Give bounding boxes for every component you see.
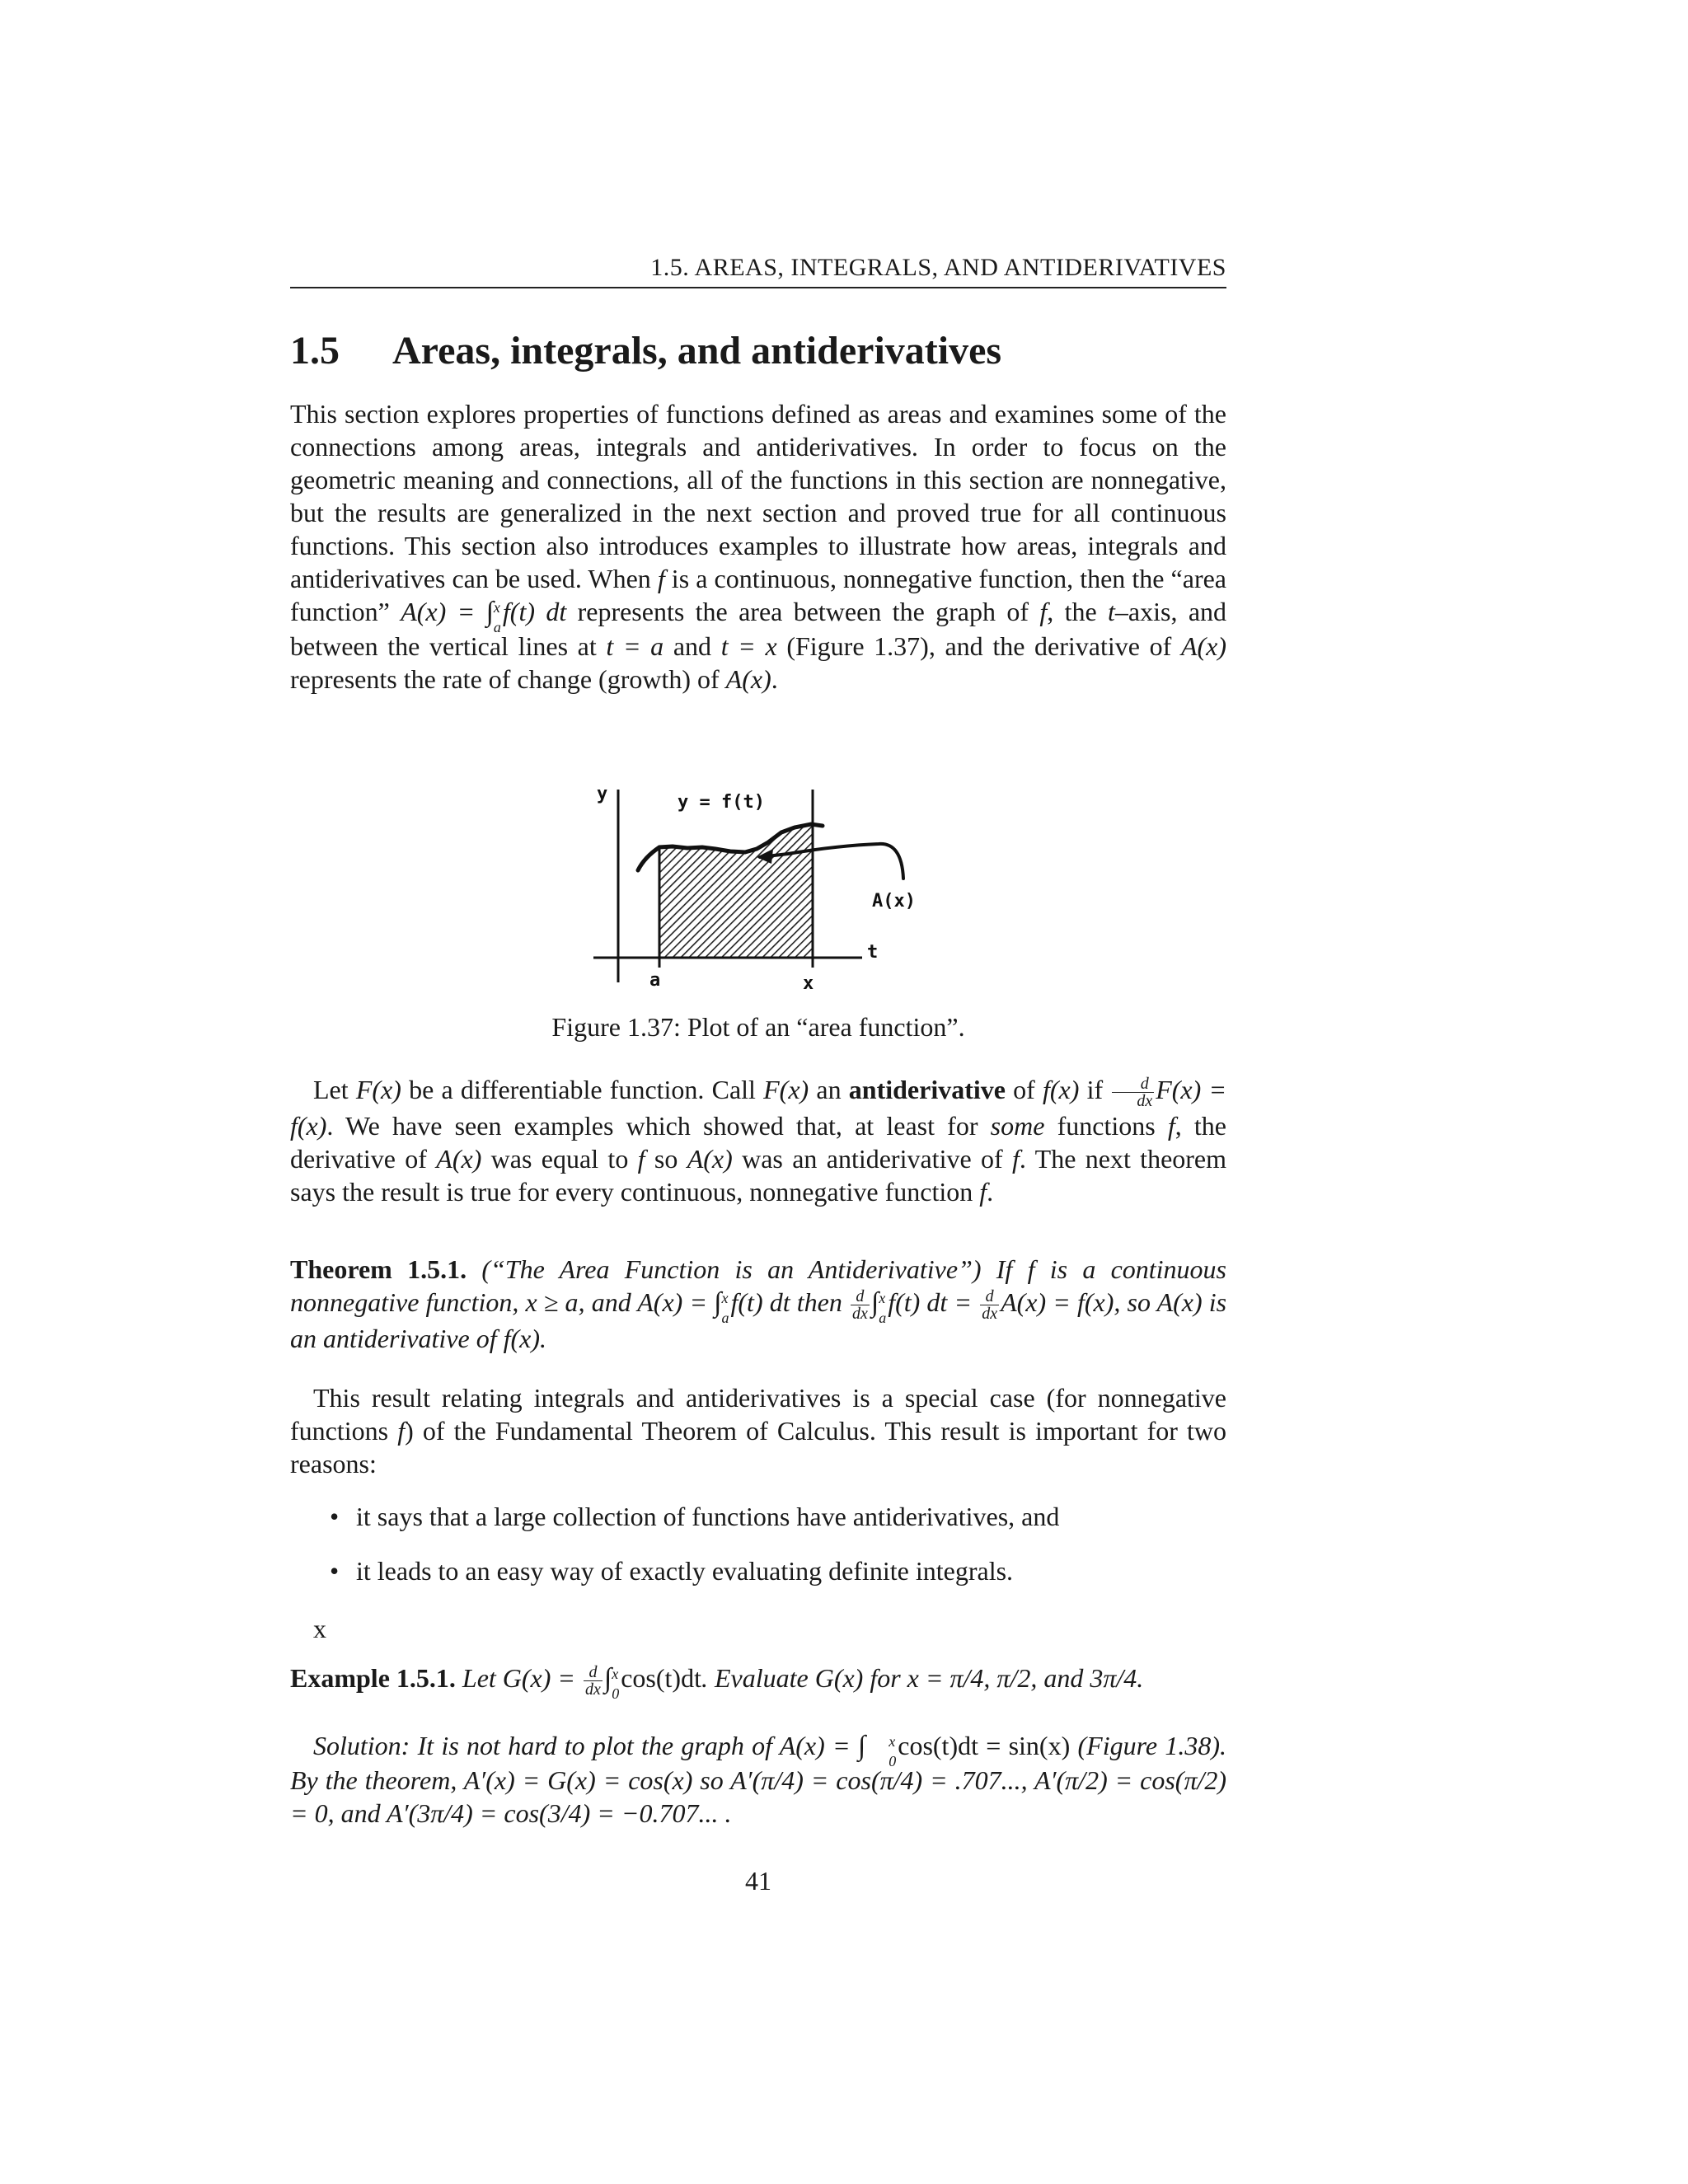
intro-math-f: f: [1039, 597, 1048, 626]
intro-paragraph: [290, 397, 1226, 696]
integral-limits: [493, 598, 501, 635]
paragraph-text: This result relating integrals and antiderivatives is a special case (for nonnegative functions: [290, 1383, 1226, 1446]
solution-math-chain: A′(3π/4) = cos(3/4) = −0.707... .: [387, 1797, 732, 1828]
x-tick-label: x: [803, 973, 814, 994]
math-Fx: F(x): [763, 1075, 809, 1104]
section-title: [290, 328, 1226, 373]
math-f: f: [1012, 1144, 1020, 1174]
paragraph-text: , the derivative of: [290, 1111, 1227, 1174]
list-item: [290, 1554, 1226, 1587]
solution-math-chain: A′(π/4) = cos(π/4) = .707...,: [730, 1765, 1028, 1795]
theorem-math-ax-eq-fx: A(x) = f(x): [1001, 1287, 1114, 1317]
theorem-math-f: f: [1027, 1254, 1035, 1284]
derivative-operator: [851, 1288, 870, 1322]
integral-upper-limit: x: [612, 1665, 619, 1682]
paragraph-text: ) of the Fundamental Theorem of Calculus. This result is important for two reasons:: [290, 1416, 1227, 1479]
example-math-gx: G(x): [814, 1663, 864, 1693]
derivative-operator: [1112, 1076, 1154, 1109]
integral-limits: [879, 1289, 887, 1326]
bullet-icon: •: [330, 1556, 340, 1586]
intro-text: is a continuous, nonnegative function, then the “area function”: [290, 564, 1227, 626]
intro-math-t-eq-a: t = a: [606, 630, 664, 661]
math-fx: f(x): [1042, 1075, 1080, 1104]
example-math-integrand: cos(t)dt: [621, 1663, 701, 1693]
example-text: . Evaluate: [701, 1663, 815, 1693]
relating-paragraph: [290, 1381, 1226, 1480]
intro-text: and: [663, 630, 721, 661]
example-label: Example 1.5.1.: [290, 1663, 456, 1693]
paragraph-text: so: [645, 1144, 687, 1174]
intro-math-f: f: [657, 564, 665, 593]
paragraph-text: Let: [313, 1075, 356, 1104]
theorem-text: is a continuous nonnegative function,: [290, 1254, 1227, 1317]
integral-lower-limit: a: [493, 618, 501, 635]
solution-math-chain: A′(π/2) = cos(π/2) = 0,: [290, 1765, 1227, 1828]
paragraph-text: was equal to: [481, 1144, 638, 1174]
math-f: f: [1167, 1111, 1175, 1141]
intro-text: represents the rate of change (growth) of: [290, 663, 726, 694]
intro-math-t: t: [1108, 597, 1115, 626]
theorem-label: Theorem 1.5.1.: [290, 1254, 467, 1284]
emphasis-some: some: [990, 1111, 1045, 1141]
derivative-operator: [584, 1664, 603, 1698]
a-tick-label: a: [649, 970, 661, 991]
theorem-block: [290, 1253, 1226, 1355]
paragraph-text: be a differentiable function. Call: [401, 1075, 764, 1104]
intro-text: This section explores properties of functions defined as areas and examines some of the connections among areas, integrals and antiderivatives. In order to focus on the geometric meaning and connections, all of the functions in this section are nonnegative, but the results are generalized in the next section and proved true for all continuous functions. This section also introduces examples to illustrate how areas, integrals and antiderivatives can be used. When: [290, 399, 1226, 593]
fraction-denominator: dx: [585, 1680, 601, 1699]
intro-math-ax: A(x): [725, 663, 771, 694]
theorem-math-ax-eq: A(x) =: [637, 1287, 715, 1317]
math-Fx: F(x): [355, 1075, 401, 1104]
reasons-list: [290, 1500, 1226, 1609]
antiderivative-paragraph: [290, 1073, 1226, 1208]
theorem-math-equals: =: [947, 1287, 979, 1317]
figure-caption: Figure 1.37: Plot of an “area function”.: [551, 1012, 965, 1042]
theorem-math-integrand: f(t) dt: [730, 1287, 790, 1317]
math-f: f: [637, 1144, 645, 1174]
integral-sign: ∫: [714, 1287, 722, 1318]
y-axis-label: y: [597, 784, 608, 804]
math-derivative-equation: F(x) = f(x): [290, 1075, 1227, 1141]
fraction-numerator: d: [1112, 1076, 1154, 1093]
area-function-plot: [590, 778, 936, 999]
fraction-numerator: d: [584, 1664, 603, 1681]
intro-text: represents the area between the graph of: [566, 597, 1040, 626]
solution-math-integrand: cos(t)dt = sin(x): [898, 1731, 1071, 1760]
shaded-area: [659, 824, 813, 958]
solution-text: so: [692, 1765, 731, 1795]
integral-limits: [612, 1665, 620, 1702]
bullet-icon: •: [330, 1502, 340, 1531]
running-head: 1.5. AREAS, INTEGRALS, AND ANTIDERIVATIVES: [290, 254, 1226, 288]
intro-math-area-function: A(x) =: [401, 597, 486, 626]
fraction-numerator: d: [851, 1288, 870, 1305]
paragraph-text: if: [1079, 1075, 1111, 1104]
solution-math-chain: A′(x) = G(x) = cos(x): [463, 1765, 693, 1795]
intro-text: (Figure 1.37), and the derivative of: [776, 630, 1181, 661]
fraction-denominator: dx: [1137, 1092, 1153, 1111]
term-antiderivative: antiderivative: [848, 1075, 1006, 1104]
curve-label: y = f(t): [678, 792, 765, 813]
list-item-text: it says that a large collection of functions have antiderivatives, and: [356, 1502, 1060, 1531]
intro-math-t-eq-x: t = x: [720, 630, 777, 661]
t-axis-label: t: [867, 942, 879, 963]
integral-sign: ∫: [485, 597, 494, 627]
paragraph-text: functions: [1044, 1111, 1168, 1141]
list-item-text: it leads to an easy way of exactly evaluating definite integrals.: [356, 1556, 1014, 1586]
math-f: f: [397, 1416, 406, 1446]
intro-text: , the: [1047, 597, 1109, 626]
section-number: 1.5: [290, 329, 340, 373]
example-text: Let: [455, 1663, 503, 1693]
example-block: [290, 1661, 1226, 1702]
paragraph-text: . We have seen examples which showed that, at least for: [326, 1111, 991, 1141]
theorem-math-integrand: f(t) dt: [888, 1287, 948, 1317]
solution-block: [290, 1729, 1226, 1830]
math-ax: A(x): [687, 1144, 733, 1174]
integral-limits: [865, 1732, 897, 1769]
area-function-figure: [590, 778, 936, 999]
page-number: 41: [745, 1866, 771, 1896]
math-ax: A(x): [436, 1144, 482, 1174]
example-math-gx-eq: G(x) =: [502, 1663, 582, 1693]
integral-upper-limit: x: [879, 1289, 886, 1306]
stray-x-mark: x: [313, 1614, 326, 1643]
integral-lower-limit: a: [879, 1309, 887, 1326]
theorem-text: then: [790, 1287, 849, 1317]
integral-upper-limit: x: [889, 1732, 896, 1750]
intro-math-integrand: f(t) dt: [502, 597, 567, 626]
fraction-denominator: dx: [982, 1305, 998, 1324]
fraction-denominator: dx: [851, 1305, 868, 1324]
solution-text: and: [334, 1797, 387, 1828]
intro-math-ax: A(x): [1180, 630, 1227, 661]
solution-text: (Figure 1.38). By the theorem,: [290, 1731, 1227, 1795]
integral-upper-limit: x: [721, 1289, 729, 1306]
theorem-math-x-ge-a: x ≥ a: [525, 1287, 579, 1317]
derivative-operator: [980, 1288, 999, 1322]
integral-sign: ∫: [603, 1663, 612, 1694]
theorem-text: , and: [578, 1287, 638, 1317]
paragraph-text: was an antiderivative of: [732, 1144, 1012, 1174]
solution-math-ax-eq: A(x) =: [779, 1731, 858, 1760]
paragraph-text: . The next theorem says the result is true for every continuous, nonnegative function: [290, 1144, 1227, 1207]
integral-lower-limit: a: [721, 1309, 729, 1326]
integral-sign: ∫: [870, 1287, 879, 1318]
theorem-text: , so: [1114, 1287, 1157, 1317]
integral-limits: [721, 1289, 729, 1326]
list-item: [290, 1500, 1226, 1533]
integral-lower-limit: 0: [889, 1752, 897, 1769]
example-text: for: [863, 1663, 907, 1693]
integral-upper-limit: x: [493, 598, 500, 616]
example-math-values: x = π/4, π/2,: [907, 1663, 1038, 1693]
theorem-math-fx: f(x): [503, 1324, 541, 1354]
theorem-text: .: [540, 1324, 547, 1354]
intro-text: –axis, and between the vertical lines at: [290, 597, 1227, 661]
example-text: and 3π/4.: [1037, 1663, 1144, 1693]
section-title-text: Areas, integrals, and antiderivatives: [392, 329, 1002, 373]
fraction-numerator: d: [980, 1288, 999, 1305]
math-f: f: [979, 1177, 987, 1207]
solution-text: Solution: It is not hard to plot the graph of: [313, 1731, 780, 1760]
paragraph-text: .: [987, 1177, 994, 1207]
theorem-math-ax: A(x): [1156, 1287, 1203, 1317]
paragraph-text: an: [809, 1075, 849, 1104]
paragraph-text: of: [1005, 1075, 1043, 1104]
area-label: A(x): [872, 891, 916, 912]
intro-text: .: [771, 663, 778, 694]
integral-lower-limit: 0: [612, 1685, 620, 1702]
integral-sign: ∫: [857, 1731, 866, 1761]
theorem-text: (“The Area Function is an Antiderivative”) If: [467, 1254, 1028, 1284]
theorem-text: is an antiderivative of: [290, 1287, 1227, 1354]
